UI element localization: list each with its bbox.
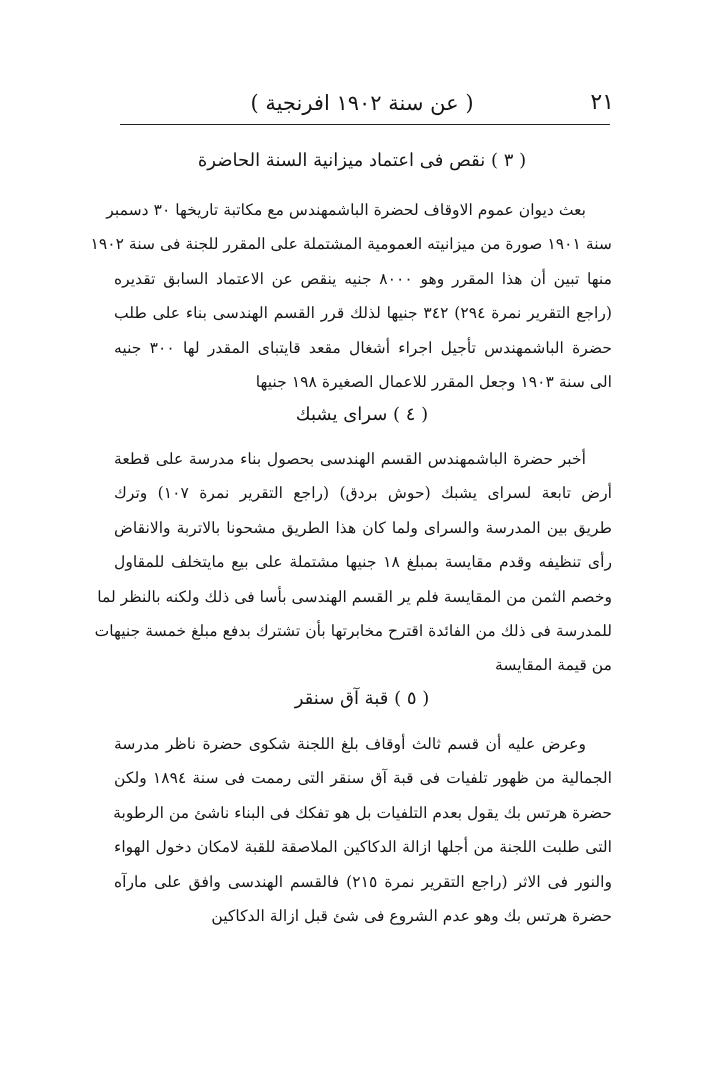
running-head xyxy=(110,88,614,118)
paragraph-line: سنة ١٩٠١ صورة من ميزانيته العمومية المشتملة على المقرر للجنة فى سنة ١٩٠٢ xyxy=(90,235,612,254)
paragraph-section-4 xyxy=(94,442,612,683)
paragraph-line: طريق بين المدرسة والسراى ولما كان هذا الطريق مشحونا بالاتربة والانقاض xyxy=(114,518,612,537)
paragraph-line: وخصم الثمن من المقايسة فلم ير القسم الهندسى بأسا فى ذلك ولكنه بالنظر لما xyxy=(97,587,612,606)
paragraph-line: بعث ديوان عموم الاوقاف لحضرة الباشمهندس مع مكاتبة تاريخها ٣٠ دسمبر xyxy=(106,201,586,219)
page-number: ٢١ xyxy=(590,90,614,115)
paragraph-line: الى سنة ١٩٠٣ وجعل المقرر للاعمال الصغيرة ١٩٨ جنيها xyxy=(255,372,612,391)
paragraph-line: حضرة الباشمهندس تأجيل اجراء أشغال مقعد قايتباى المقدر لها ٣٠٠ جنيه xyxy=(114,338,612,357)
paragraph-section-3 xyxy=(90,193,612,399)
section-heading-3: ( ٣ ) نقص فى اعتماد ميزانية السنة الحاضرة xyxy=(197,150,527,171)
paragraph-line: للمدرسة فى ذلك من الفائدة اقترح مخابرتها بأن تشترك بدفع مبلغ خمسة جنيهات xyxy=(94,621,612,640)
header-rule xyxy=(120,124,610,125)
paragraph-line: (راجع التقرير نمرة ٢٩٤) ٣٤٢ جنيها لذلك قرر القسم الهندسى بناء على طلب xyxy=(114,304,612,323)
paragraph-line: الجمالية من ظهور تلفيات فى قبة آق سنقر التى رممت فى سنة ١٨٩٤ ولكن xyxy=(114,769,612,788)
paragraph-line: أرض تابعة لسراى يشبك (حوش بردق) (راجع التقرير نمرة ١٠٧) وترك xyxy=(114,484,612,503)
section-heading-4: ( ٤ ) سراى يشبك xyxy=(295,404,429,425)
paragraph-line: والنور فى الاثر (راجع التقرير نمرة ٢١٥) فالقسم الهندسى وافق على مارآه xyxy=(114,872,613,891)
paragraph-line: أخبر حضرة الباشمهندس القسم الهندسى بحصول بناء مدرسة على قطعة xyxy=(114,450,586,468)
paragraph-section-5 xyxy=(114,727,612,933)
paragraph-line: التى طلبت اللجنة من أجلها ازالة الدكاكين الملاصقة للقبة لامكان دخول الهواء xyxy=(114,838,612,857)
paragraph-line: من قيمة المقايسة xyxy=(494,656,612,675)
paragraph-line: حضرة هرتس بك يقول بعدم التلفيات بل هو تفكك فى البناء ناشئ من الرطوبة xyxy=(113,803,612,822)
paragraph-line: رأى تنظيفه وقدم مقايسة بمبلغ ١٨ جنيها مشتملة على بيع مايتخلف للمقاول xyxy=(114,553,612,572)
paragraph-line: حضرة هرتس بك وهو عدم الشروع فى شئ قبل ازالة الدكاكين xyxy=(211,906,612,925)
section-heading-5: ( ٥ ) قبة آق سنقر xyxy=(294,688,430,709)
paragraph-line: وعرض عليه أن قسم ثالث أوقاف بلغ اللجنة شكوى حضرة ناظر مدرسة xyxy=(114,735,586,753)
running-title: ( عن سنة ١٩٠٢ افرنجية ) xyxy=(250,91,474,115)
paragraph-line: منها تبين أن هذا المقرر وهو ٨٠٠٠ جنيه ينقص عن الاعتماد السابق تقديره xyxy=(114,269,612,288)
